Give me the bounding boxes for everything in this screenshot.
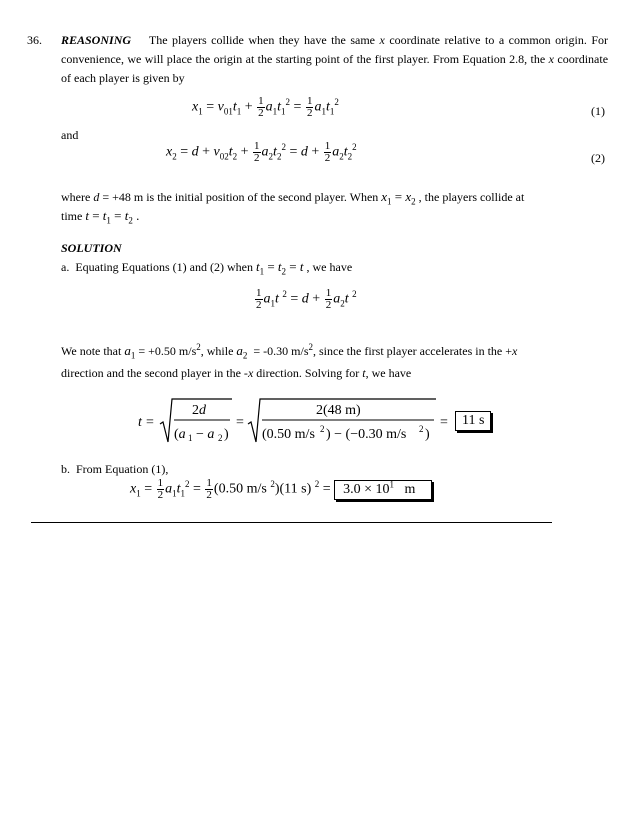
svg-text:(a: (a (174, 427, 186, 442)
note-text-2: , while (200, 344, 234, 358)
note-text-1: We note that (61, 344, 122, 358)
svg-text:=: = (146, 415, 154, 430)
a1-value: = +0.50 m/s (138, 344, 197, 358)
equation-1: $x_1 = v_{01}t_1$ + $\frac{1}{2}$ $a_1t_1^2$ = $\frac{1}{2}$ $a_1t_1^2$ (192, 95, 339, 119)
note-text-5: direction. Solving for (256, 366, 360, 380)
note-text-4: direction and the second player in the - (61, 366, 248, 380)
part-b-line (61, 462, 168, 477)
x1-equation: $x_1$ = $\frac{1}{2}$ $a_1t_1^2$ = $\frac{1}{2}$ (0.50 m/s $^2$)(11 s) $^2 = 3.0 \times 10^1$ m (130, 478, 432, 501)
where-text-3: , the players collide at (418, 190, 525, 204)
note-text-6: , we have (365, 366, 412, 380)
time-line (61, 208, 139, 224)
part-a-text-2: , we have (306, 260, 353, 274)
svg-text:− a: − a (196, 427, 215, 442)
collide-condition: $x_1 = x_2$ (381, 189, 416, 207)
x-variable: x (247, 366, 254, 380)
svg-text:2: 2 (320, 424, 325, 434)
part-a-label: a. (61, 260, 70, 274)
answer-x1-box (334, 480, 432, 500)
equated-equation: $\frac{1}{2}$ $a_1t$ $^2$ = d + $\frac{1}{2}$ $a_2t$ $^2$ (256, 287, 357, 311)
time-label: time (61, 209, 83, 223)
svg-text:2: 2 (419, 424, 424, 434)
x-variable: x (548, 52, 554, 66)
reasoning-text-3: coordinate of each player is given by (61, 52, 609, 85)
part-b-text: From Equation (1), (76, 462, 169, 476)
svg-text:2: 2 (218, 433, 223, 443)
svg-text:): ) (425, 427, 430, 442)
svg-text:2d: 2d (192, 403, 206, 418)
time-equation: $t = t_1 = t_2$ . (85, 208, 140, 226)
part-a-line (61, 259, 352, 275)
equation-1-label: (1) (591, 104, 605, 118)
part-a-condition: $t_1 = t_2 = t$ (255, 259, 304, 277)
svg-text:2(48 m): 2(48 m) (316, 403, 361, 418)
svg-text:1: 1 (188, 433, 193, 443)
svg-text:t: t (138, 415, 142, 430)
reasoning-text-1: The players collide when they have the same (148, 33, 375, 47)
where-text-1: where (61, 190, 91, 204)
answer-x1-unit: m (404, 481, 416, 497)
reasoning-paragraph (61, 31, 608, 88)
t-variable: t (362, 366, 366, 380)
x-variable: x (379, 33, 385, 47)
problem-number: 36. (27, 33, 42, 47)
note-paragraph: We note that $a_1 = +0.50$ $m/s^2$, while $a_2 = -0.30$ $m/s^2$, since the first player accelerates in the +x (61, 342, 518, 361)
svg-text:(0.50 m/s: (0.50 m/s (262, 427, 315, 442)
svg-text:=: = (236, 415, 244, 430)
svg-text:): ) (224, 427, 229, 442)
solution-heading: SOLUTION (61, 241, 122, 255)
svg-text:=: = (440, 415, 448, 430)
reasoning-text-2: coordinate relative to a common origin. For convenience, we will place the origin at the starting point of the first player. From Equation 2.8, the (61, 33, 609, 66)
note-paragraph-2 (61, 366, 411, 381)
svg-text:) − (−0.30 m/s: ) − (−0.30 m/s (326, 427, 407, 442)
answer-t-box: 11 s (455, 411, 491, 431)
answer-x1-value: 3.0 × 10 (343, 481, 390, 497)
d-variable: d (93, 190, 100, 204)
part-b-label: b. (61, 462, 70, 476)
where-paragraph (61, 187, 608, 207)
note-text-3: , since the first player accelerates in the + (313, 344, 513, 358)
reasoning-heading: REASONING (61, 33, 132, 47)
and-label: and (61, 128, 79, 142)
where-text-2: = +48 m is the initial position of the second player. When (102, 190, 379, 204)
page-divider (31, 522, 552, 523)
t-equation (136, 396, 506, 446)
x-variable: x (512, 344, 518, 358)
a2-value: = -0.30 m/s (253, 344, 309, 358)
part-a-text: Equating Equations (1) and (2) when (75, 260, 253, 274)
t-equation-graphic (136, 396, 506, 446)
answer-x1-exponent: 1 (389, 479, 395, 490)
equation-2: $x_2 = d + v_{02}t_2$ + $\frac{1}{2}$ $a_2t_2^2 = d$ + $\frac{1}{2}$ $a_2t_2^2$ (166, 140, 357, 164)
equation-2-label: (2) (591, 151, 605, 165)
